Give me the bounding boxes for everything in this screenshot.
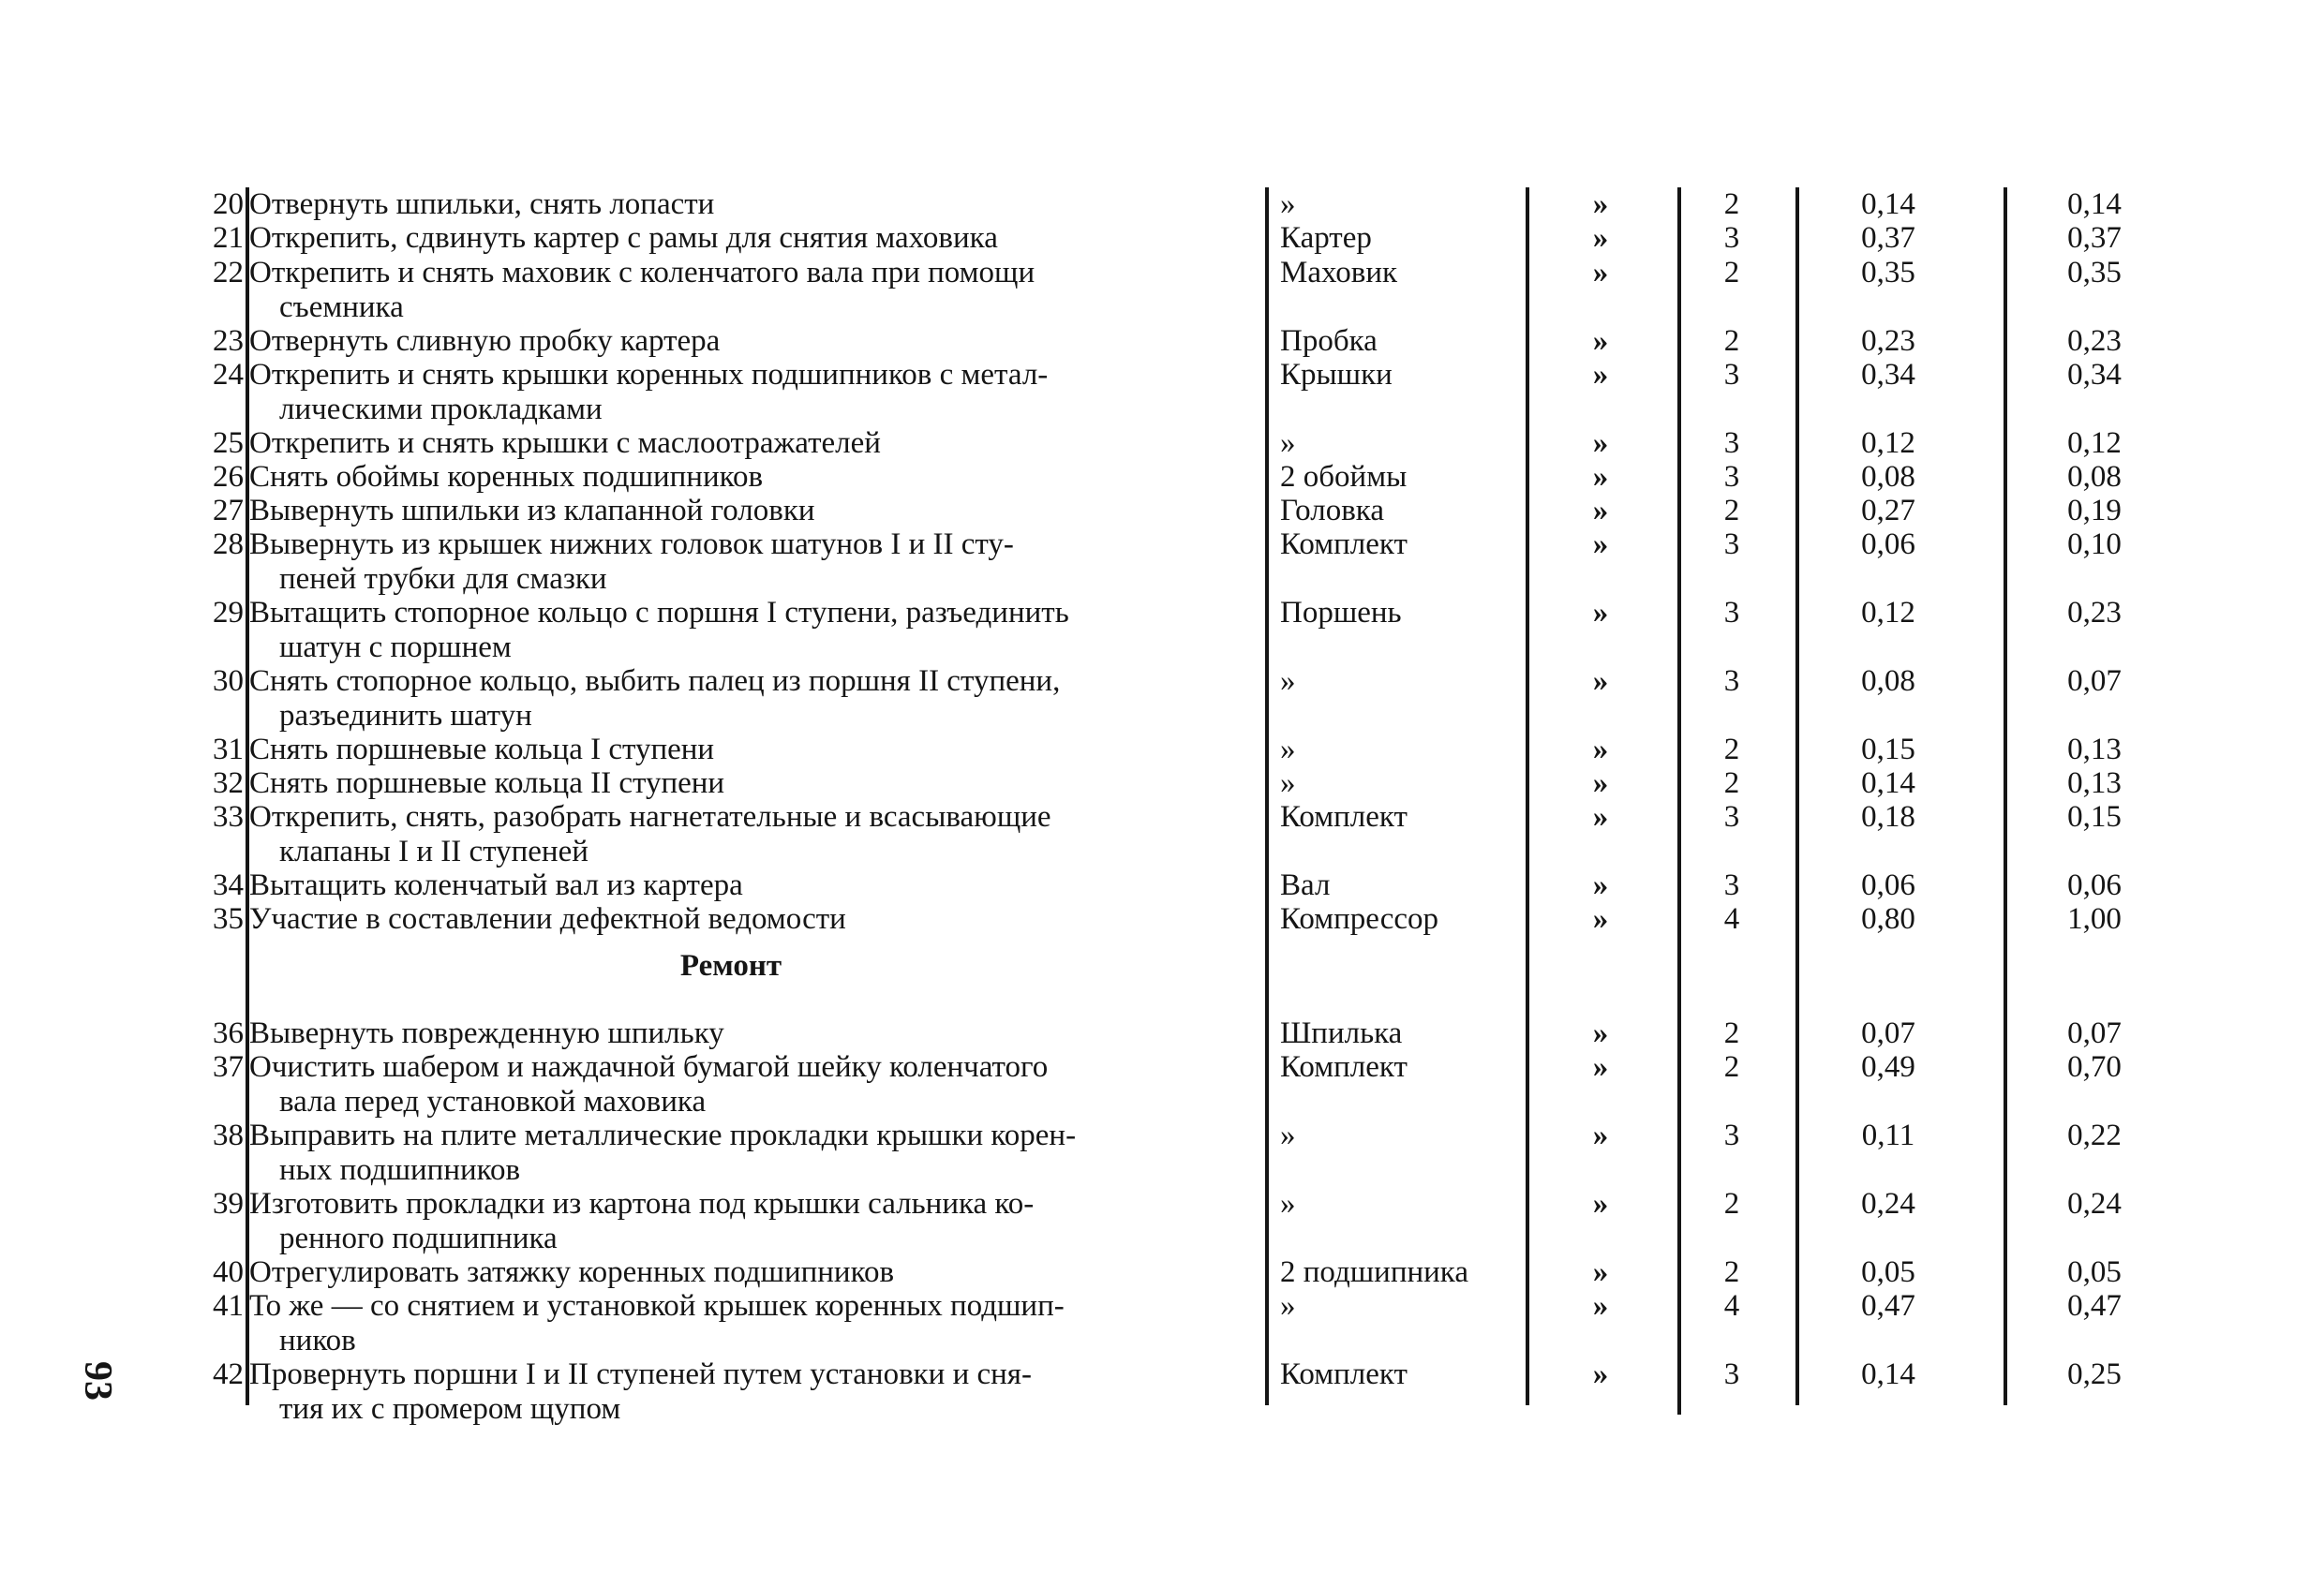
description-line: Вытащить стопорное кольцо с поршня I ступени, разъединить (249, 596, 1069, 630)
row-31-description (249, 733, 1274, 767)
row-26-cat: 3 (1723, 460, 1740, 494)
row-41-cat: 4 (1723, 1289, 1740, 1323)
row-20-obj: » (1280, 187, 1296, 221)
description-continuation: пеней трубки для смазки (279, 562, 607, 596)
row-29-unit: » (1592, 596, 1609, 630)
row-36-v1: 0,07 (1861, 1016, 1915, 1050)
row-28-unit: » (1592, 527, 1609, 561)
row-21-v1: 0,37 (1861, 221, 1915, 255)
row-34-v1: 0,06 (1861, 868, 1915, 902)
row-39-n: 39 (213, 1187, 244, 1221)
row-26-description (249, 460, 1274, 495)
row-33-description (249, 800, 1274, 869)
row-32-n: 32 (213, 766, 244, 800)
row-25-cat: 3 (1723, 426, 1740, 460)
row-32-v1: 0,14 (1861, 766, 1915, 800)
row-26-v2: 0,08 (2067, 460, 2122, 494)
row-27-v1: 0,27 (1861, 494, 1915, 527)
row-25-v2: 0,12 (2067, 426, 2122, 460)
row-31-v1: 0,15 (1861, 733, 1915, 766)
row-24-v1: 0,34 (1861, 358, 1915, 392)
row-42-v2: 0,25 (2067, 1357, 2122, 1391)
description-continuation: разъединить шатун (279, 699, 532, 733)
row-25-description (249, 426, 1274, 461)
row-42-description (249, 1357, 1274, 1427)
description-line: Вывернуть из крышек нижних головок шатунов I и II сту- (249, 527, 1014, 561)
row-35-unit: » (1592, 902, 1609, 936)
description-continuation: ных подшипников (279, 1153, 521, 1187)
row-20-unit: » (1592, 187, 1609, 221)
row-35-description (249, 902, 1274, 937)
row-36-unit: » (1592, 1016, 1609, 1050)
description-line: Вытащить коленчатый вал из картера (249, 868, 743, 902)
row-35-n: 35 (213, 902, 244, 936)
row-35-obj: Компрессор (1280, 902, 1439, 936)
row-42-obj: Комплект (1280, 1357, 1408, 1391)
row-27-v2: 0,19 (2067, 494, 2122, 527)
description-line: Изготовить прокладки из картона под крышки сальника ко- (249, 1187, 1035, 1221)
row-21-description (249, 221, 1274, 256)
row-29-v1: 0,12 (1861, 596, 1915, 630)
row-37-v2: 0,70 (2067, 1050, 2122, 1084)
row-21-n: 21 (213, 221, 244, 255)
page-number: 93 (76, 1361, 119, 1401)
row-22-cat: 2 (1723, 256, 1740, 289)
row-27-description (249, 494, 1274, 528)
row-34-unit: » (1592, 868, 1609, 902)
row-41-obj: » (1280, 1289, 1296, 1323)
row-25-obj: » (1280, 426, 1296, 460)
description-line: Отвернуть шпильки, снять лопасти (249, 187, 715, 221)
description-continuation: ренного подшипника (279, 1222, 558, 1255)
row-42-v1: 0,14 (1861, 1357, 1915, 1391)
row-21-cat: 3 (1723, 221, 1740, 255)
row-38-cat: 3 (1723, 1119, 1740, 1152)
row-20-description (249, 187, 1274, 222)
row-40-n: 40 (213, 1255, 244, 1289)
description-line: Вывернуть поврежденную шпильку (249, 1016, 724, 1050)
row-28-v1: 0,06 (1861, 527, 1915, 561)
rule-cat-v1 (1795, 187, 1799, 1405)
row-31-v2: 0,13 (2067, 733, 2122, 766)
row-36-obj: Шпилька (1280, 1016, 1403, 1050)
row-20-n: 20 (213, 187, 244, 221)
row-25-v1: 0,12 (1861, 426, 1915, 460)
description-line: Очистить шабером и наждачной бумагой шейку коленчатого (249, 1050, 1049, 1084)
row-28-v2: 0,10 (2067, 527, 2122, 561)
row-39-v1: 0,24 (1861, 1187, 1915, 1221)
row-23-v1: 0,23 (1861, 324, 1915, 358)
description-line: Участие в составлении дефектной ведомости (249, 902, 846, 936)
row-21-unit: » (1592, 221, 1609, 255)
row-24-obj: Крышки (1280, 358, 1393, 392)
description-line: Открепить, сдвинуть картер с рамы для снятия маховика (249, 221, 998, 255)
row-40-description (249, 1255, 1274, 1290)
row-33-cat: 3 (1723, 800, 1740, 834)
row-33-unit: » (1592, 800, 1609, 834)
row-28-description (249, 527, 1274, 597)
section-title: Ремонт (679, 949, 782, 983)
row-34-description (249, 868, 1274, 903)
row-20-v2: 0,14 (2067, 187, 2122, 221)
row-33-v1: 0,18 (1861, 800, 1915, 834)
row-30-description (249, 664, 1274, 734)
row-30-obj: » (1280, 664, 1296, 698)
row-39-obj: » (1280, 1187, 1296, 1221)
row-40-obj: 2 подшипника (1280, 1255, 1468, 1289)
description-continuation: съемника (279, 290, 404, 324)
row-42-cat: 3 (1723, 1357, 1740, 1391)
row-38-unit: » (1592, 1119, 1609, 1152)
row-37-obj: Комплект (1280, 1050, 1408, 1084)
row-22-v1: 0,35 (1861, 256, 1915, 289)
row-39-description (249, 1187, 1274, 1256)
row-36-n: 36 (213, 1016, 244, 1050)
rule-v1-v2 (2004, 187, 2007, 1405)
row-30-n: 30 (213, 664, 244, 698)
row-24-n: 24 (213, 358, 244, 392)
row-34-obj: Вал (1280, 868, 1331, 902)
row-26-n: 26 (213, 460, 244, 494)
row-26-unit: » (1592, 460, 1609, 494)
row-23-v2: 0,23 (2067, 324, 2122, 358)
description-line: Открепить и снять крышки с маслоотражателей (249, 426, 881, 460)
row-22-v2: 0,35 (2067, 256, 2122, 289)
row-22-obj: Маховик (1280, 256, 1398, 289)
row-22-n: 22 (213, 256, 244, 289)
row-41-unit: » (1592, 1289, 1609, 1323)
row-23-n: 23 (213, 324, 244, 358)
row-37-n: 37 (213, 1050, 244, 1084)
description-line: То же — со снятием и установкой крышек коренных подшип- (249, 1289, 1065, 1323)
row-26-obj: 2 обоймы (1280, 460, 1408, 494)
description-continuation: тия их с промером щупом (279, 1392, 621, 1426)
row-27-unit: » (1592, 494, 1609, 527)
description-continuation: шатун с поршнем (279, 630, 512, 664)
row-29-n: 29 (213, 596, 244, 630)
row-39-unit: » (1592, 1187, 1609, 1221)
row-31-cat: 2 (1723, 733, 1740, 766)
row-23-cat: 2 (1723, 324, 1740, 358)
row-31-obj: » (1280, 733, 1296, 766)
description-line: Открепить и снять крышки коренных подшипников с метал- (249, 358, 1049, 392)
row-34-n: 34 (213, 868, 244, 902)
row-30-unit: » (1592, 664, 1609, 698)
row-32-v2: 0,13 (2067, 766, 2122, 800)
row-28-obj: Комплект (1280, 527, 1408, 561)
row-34-v2: 0,06 (2067, 868, 2122, 902)
row-24-v2: 0,34 (2067, 358, 2122, 392)
row-27-cat: 2 (1723, 494, 1740, 527)
row-31-unit: » (1592, 733, 1609, 766)
row-27-n: 27 (213, 494, 244, 527)
row-29-description (249, 596, 1274, 665)
row-33-obj: Комплект (1280, 800, 1408, 834)
row-35-cat: 4 (1723, 902, 1740, 936)
description-continuation: клапаны I и II ступеней (279, 835, 588, 868)
row-33-v2: 0,15 (2067, 800, 2122, 834)
row-38-v2: 0,22 (2067, 1119, 2122, 1152)
description-line: Снять поршневые кольца I ступени (249, 733, 715, 766)
description-line: Снять обоймы коренных подшипников (249, 460, 764, 494)
row-24-cat: 3 (1723, 358, 1740, 392)
row-22-description (249, 256, 1274, 325)
row-39-cat: 2 (1723, 1187, 1740, 1221)
row-29-v2: 0,23 (2067, 596, 2122, 630)
row-32-cat: 2 (1723, 766, 1740, 800)
row-35-v2: 1,00 (2067, 902, 2122, 936)
row-41-v1: 0,47 (1861, 1289, 1915, 1323)
row-36-cat: 2 (1723, 1016, 1740, 1050)
description-line: Провернуть поршни I и II ступеней путем установки и сня- (249, 1357, 1032, 1391)
row-26-v1: 0,08 (1861, 460, 1915, 494)
description-continuation: ников (279, 1324, 356, 1357)
row-23-unit: » (1592, 324, 1609, 358)
row-40-v2: 0,05 (2067, 1255, 2122, 1289)
row-30-v1: 0,08 (1861, 664, 1915, 698)
description-line: Выправить на плите металлические прокладки крышки корен- (249, 1119, 1077, 1152)
description-line: Отвернуть сливную пробку картера (249, 324, 721, 358)
row-29-obj: Поршень (1280, 596, 1402, 630)
row-23-obj: Пробка (1280, 324, 1378, 358)
row-23-description (249, 324, 1274, 359)
row-37-description (249, 1050, 1274, 1120)
row-28-n: 28 (213, 527, 244, 561)
row-40-cat: 2 (1723, 1255, 1740, 1289)
row-37-v1: 0,49 (1861, 1050, 1915, 1084)
row-40-unit: » (1592, 1255, 1609, 1289)
row-41-n: 41 (213, 1289, 244, 1323)
row-42-n: 42 (213, 1357, 244, 1391)
row-36-description (249, 1016, 1274, 1051)
row-41-description (249, 1289, 1274, 1358)
description-line: Отрегулировать затяжку коренных подшипников (249, 1255, 895, 1289)
row-32-obj: » (1280, 766, 1296, 800)
row-40-v1: 0,05 (1861, 1255, 1915, 1289)
description-line: Снять стопорное кольцо, выбить палец из поршня II ступени, (249, 664, 1061, 698)
row-41-v2: 0,47 (2067, 1289, 2122, 1323)
row-21-v2: 0,37 (2067, 221, 2122, 255)
row-25-unit: » (1592, 426, 1609, 460)
row-29-cat: 3 (1723, 596, 1740, 630)
row-35-v1: 0,80 (1861, 902, 1915, 936)
row-42-unit: » (1592, 1357, 1609, 1391)
rule-unit-cat (1677, 187, 1681, 1415)
description-line: Открепить и снять маховик с коленчатого вала при помощи (249, 256, 1035, 289)
row-20-v1: 0,14 (1861, 187, 1915, 221)
row-34-cat: 3 (1723, 868, 1740, 902)
row-22-unit: » (1592, 256, 1609, 289)
row-31-n: 31 (213, 733, 244, 766)
row-37-unit: » (1592, 1050, 1609, 1084)
description-continuation: лическими прокладками (279, 393, 603, 426)
description-line: Вывернуть шпильки из клапанной головки (249, 494, 815, 527)
row-32-unit: » (1592, 766, 1609, 800)
row-37-cat: 2 (1723, 1050, 1740, 1084)
row-38-v1: 0,11 (1861, 1119, 1915, 1152)
description-line: Снять поршневые кольца II ступени (249, 766, 725, 800)
row-24-unit: » (1592, 358, 1609, 392)
row-24-description (249, 358, 1274, 427)
row-20-cat: 2 (1723, 187, 1740, 221)
row-33-n: 33 (213, 800, 244, 834)
row-21-obj: Картер (1280, 221, 1372, 255)
row-36-v2: 0,07 (2067, 1016, 2122, 1050)
row-27-obj: Головка (1280, 494, 1384, 527)
row-30-cat: 3 (1723, 664, 1740, 698)
description-continuation: вала перед установкой маховика (279, 1085, 707, 1119)
row-38-obj: » (1280, 1119, 1296, 1152)
row-25-n: 25 (213, 426, 244, 460)
row-28-cat: 3 (1723, 527, 1740, 561)
row-39-v2: 0,24 (2067, 1187, 2122, 1221)
description-line: Открепить, снять, разобрать нагнетательные и всасывающие (249, 800, 1051, 834)
row-30-v2: 0,07 (2067, 664, 2122, 698)
row-38-n: 38 (213, 1119, 244, 1152)
row-38-description (249, 1119, 1274, 1188)
row-32-description (249, 766, 1274, 801)
